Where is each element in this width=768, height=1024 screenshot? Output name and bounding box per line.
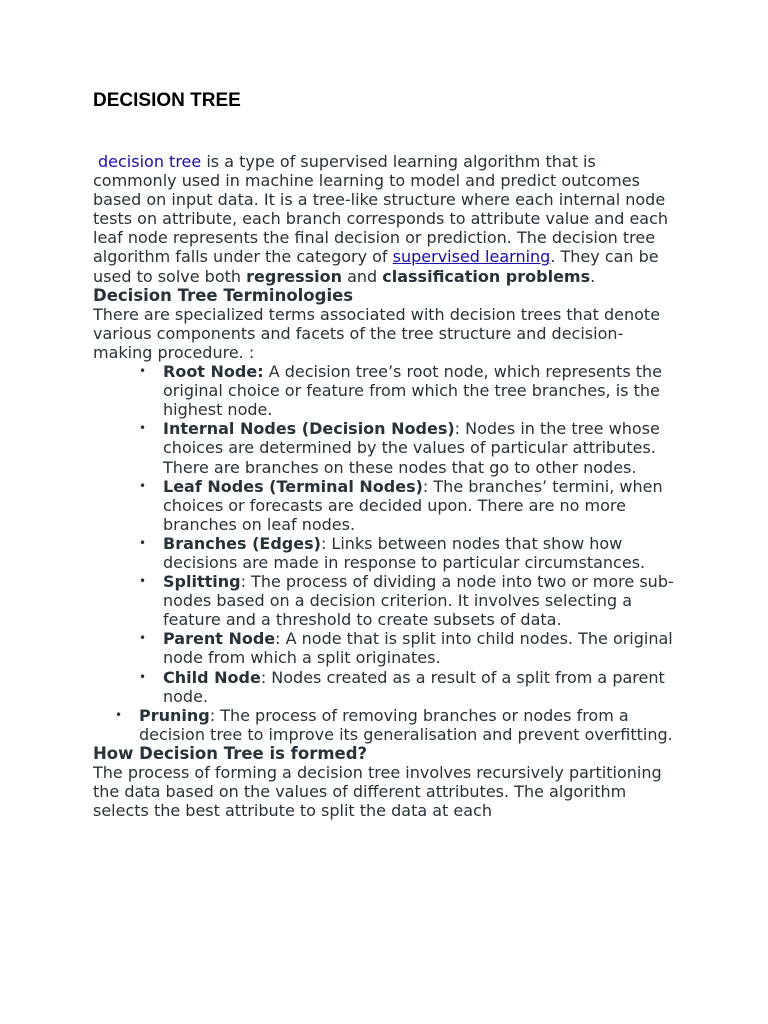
bullet-icon: • [139,631,147,646]
formation-paragraph: The process of forming a decision tree involves recursively partitioning the data based on the values of different attributes. The algorithm selects the best attribute to split the data at each [93,763,662,821]
page-title: DECISION TREE [93,90,241,111]
bullet-icon: • [139,574,147,589]
list-item [139,572,679,630]
decision-tree-link[interactable]: decision tree [98,152,202,171]
term-description: : A node that is split into child nodes. The original node from which a split originates. [163,629,673,668]
term-description: : Links between nodes that show how decisions are made in response to particular circumstances. [163,533,646,572]
article-body [93,152,679,820]
term-label: Parent Node [163,629,276,649]
list-item [139,629,679,668]
list-item [139,476,679,534]
bullet-icon: • [139,478,147,493]
supervised-learning-link[interactable]: supervised learning [392,247,551,267]
term-description: A decision tree’s root node, which represents the original choice or feature from which the tree branches, is the highest node. [163,362,662,420]
term-description: : Nodes in the tree whose choices are determined by the values of particular attributes. There are branches on these nodes that go to other nodes. [163,419,660,477]
pruning-list [93,706,679,744]
bullet-icon: • [139,535,147,550]
terminologies-intro: There are specialized terms associated with decision trees that denote various components and facets of the tree structure and decision-making procedure. : [93,304,661,362]
term-label: Root Node: [163,362,264,382]
bullet-icon: • [115,707,123,722]
list-item [139,419,679,477]
terminologies-heading: Decision Tree Terminologies [93,285,354,305]
classification-term: classification problems [382,266,591,286]
term-label: Splitting [163,572,241,592]
bullet-icon: • [139,421,147,436]
term-label: Pruning [139,705,210,725]
regression-term: regression [246,266,342,286]
list-item [115,705,679,744]
bullet-icon: • [139,669,147,684]
formation-heading: How Decision Tree is formed? [93,743,368,763]
terminology-list [93,362,679,706]
term-description: : Nodes created as a result of a split from a parent node. [163,667,665,706]
list-item [139,667,679,706]
term-description: : The process of dividing a node into two or more sub-nodes based on a decision criterion. It involves selecting a feature and a threshold to create subsets of data. [163,572,674,630]
term-description: : The branches’ termini, when choices or forecasts are decided upon. There are no more branches on leaf nodes. [163,476,663,534]
term-label: Branches (Edges) [163,533,321,553]
bullet-icon: • [139,364,147,379]
list-item [139,533,679,572]
term-label: Leaf Nodes (Terminal Nodes) [163,476,423,496]
list-item [139,362,679,420]
term-label: Internal Nodes (Decision Nodes) [163,419,455,439]
intro-paragraph: decision tree is a type of supervised learning algorithm that is commonly used in machine learning to model and predict outcomes based on input data. It is a tree-like structure where each internal node tests on attribute, each branch corresponds to attribute value and each leaf node represents the final decision or prediction. The decision tree algorithm falls under the category of supervised learning. They can be used to solve both regression and classification problems. [93,152,669,286]
term-label: Child Node [163,667,261,687]
term-description: : The process of removing branches or nodes from a decision tree to improve its generalisation and prevent overfitting. [139,705,673,744]
